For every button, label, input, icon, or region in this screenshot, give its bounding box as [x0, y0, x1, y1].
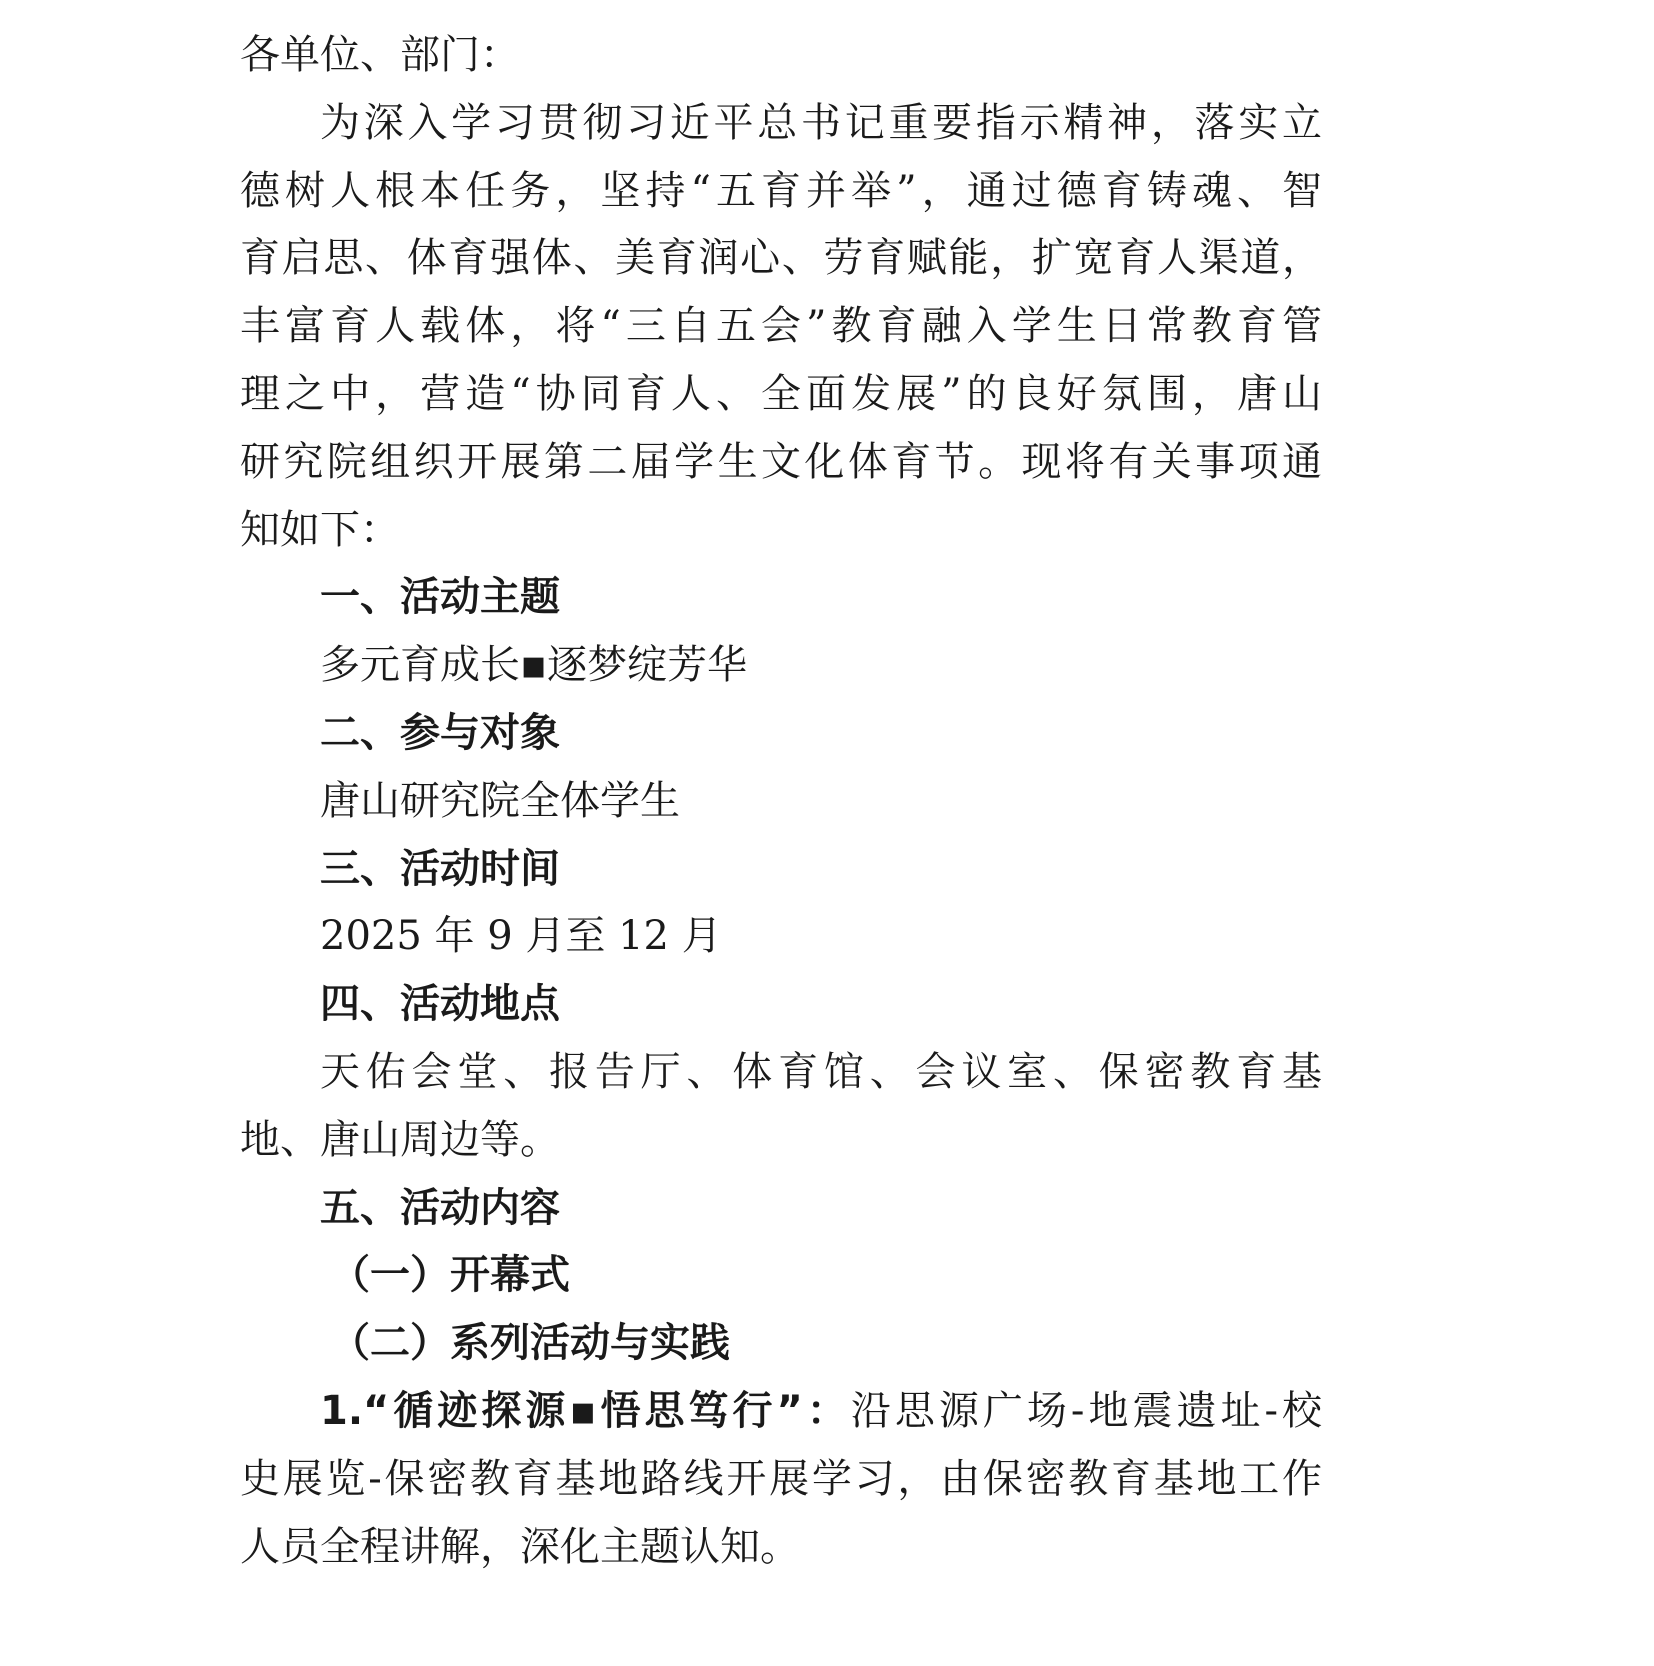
- intro-line-4: 丰富育人载体，将“三自五会”教育融入学生日常教育管: [240, 303, 1322, 350]
- section-content-location-2: 地、唐山周边等。: [240, 1116, 560, 1163]
- salutation: 各单位、部门：: [240, 32, 520, 78]
- intro-line-1: 为深入学习贯彻习近平总书记重要指示精神，落实立: [320, 99, 1322, 146]
- section-content-location-1: 天佑会堂、报告厅、体育馆、会议室、保密教育基: [320, 1048, 1322, 1095]
- intro-line-6: 研究院组织开展第二届学生文化体育节。现将有关事项通: [240, 438, 1322, 485]
- document-page: [240, 22, 1322, 1581]
- section-heading-content: 五、活动内容: [320, 1184, 560, 1231]
- activity-item-1-first: 沿思源广场-地震遗址-校: [850, 1387, 1322, 1434]
- section-heading-time: 三、活动时间: [320, 845, 560, 892]
- intro-line-3: 育启思、体育强体、美育润心、劳育赋能，扩宽育人渠道，: [240, 235, 1322, 282]
- section-content-theme: 多元育成长▪逐梦绽芳华: [320, 642, 748, 689]
- activity-item-1-title: 1.“循迹探源▪悟思笃行”：: [320, 1387, 851, 1434]
- activity-item-1-line-1: [240, 1378, 1322, 1446]
- section-content-participants: 唐山研究院全体学生: [320, 777, 680, 824]
- activity-item-1-line-3: 人员全程讲解，深化主题认知。: [240, 1523, 800, 1570]
- section-content-time: 2025 年 9 月至 12 月: [320, 913, 722, 960]
- intro-line-7: 知如下：: [240, 506, 400, 553]
- intro-line-5: 理之中，营造“协同育人、全面发展”的良好氛围，唐山: [240, 370, 1322, 417]
- activity-item-1-line-2: 史展览-保密教育基地路线开展学习，由保密教育基地工作: [240, 1455, 1322, 1502]
- section-heading-theme: 一、活动主题: [320, 574, 560, 621]
- section-heading-participants: 二、参与对象: [320, 709, 560, 756]
- intro-line-2: 德树人根本任务，坚持“五育并举”，通过德育铸魂、智: [240, 167, 1322, 214]
- section-heading-location: 四、活动地点: [320, 981, 560, 1028]
- subheading-activities: （二）系列活动与实践: [330, 1320, 730, 1367]
- subheading-opening: （一）开幕式: [330, 1252, 570, 1299]
